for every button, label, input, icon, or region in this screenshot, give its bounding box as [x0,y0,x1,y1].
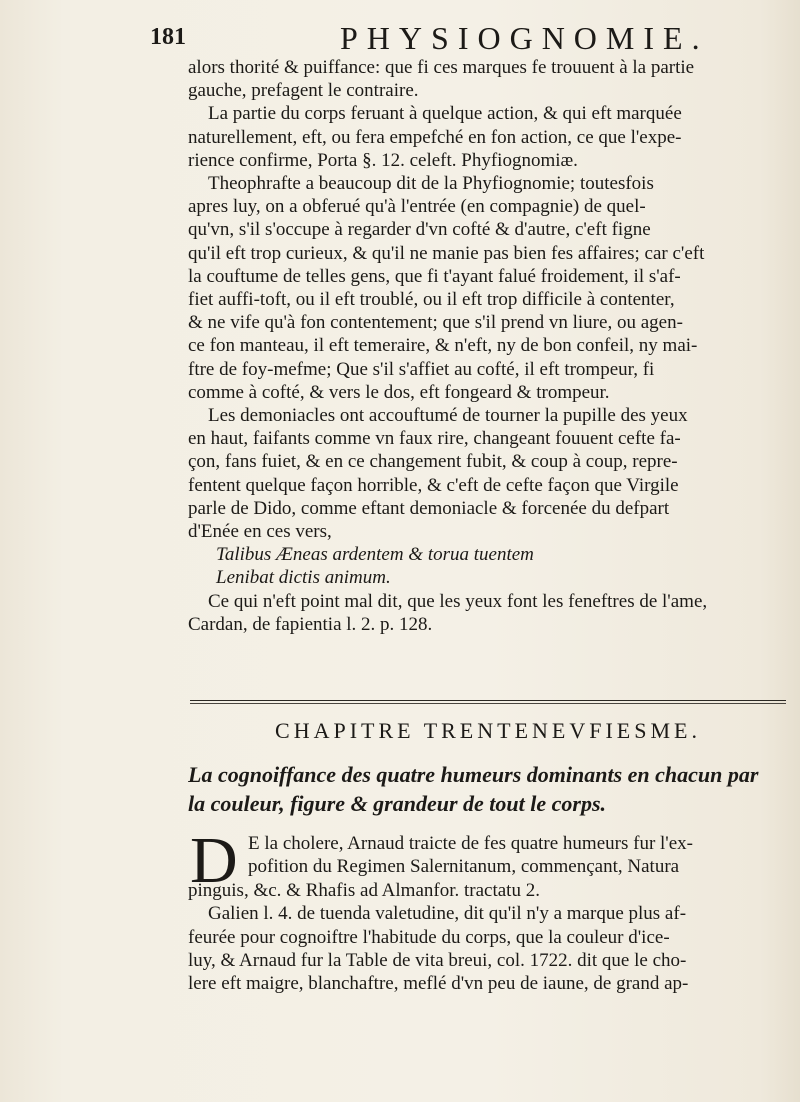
text-line: çon, fans fuiet, & en ce changement fubit, & coup à coup, repre- [188,451,678,473]
text-line: en haut, faifants comme vn faux rire, changeant fouuent cefte fa- [188,428,681,450]
chapter-title [188,760,788,818]
text-line: E la cholere, Arnaud traicte de fes quatre humeurs fur l'ex- [248,833,693,854]
text-line: alors thorité & puiffance: que fi ces marques fe trouuent à la partie [188,57,695,78]
text-line: qu'vn, s'il s'occupe à regarder d'vn cofté & d'autre, c'eft figne [188,219,651,241]
text-line: lere eft maigre, blanchaftre, meflé d'vn peu de iaune, de grand ap- [188,973,689,995]
text-line: luy, & Arnaud fur la Table de vita breui, col. 1722. dit que le cho- [188,950,687,972]
chapter-title-line: la couleur, figure & grandeur de tout le corps. [188,791,607,816]
text-line: gauche, prefagent le contraire. [188,80,419,102]
text-line: apres luy, on a obferué qu'à l'entrée (en compagnie) de quel- [188,196,646,218]
text-line: d'Enée en ces vers, [188,521,332,543]
running-head [150,18,770,54]
page-number: 181 [150,24,186,50]
chapter-title-line: La cognoiffance des quatre humeurs dominants en chacun par [188,762,759,787]
text-line: pinguis, &c. & Rhafis ad Almanfor. tractatu 2. [188,879,540,901]
text-line: parle de Dido, comme eftant demoniacle & forcenée du defpart [188,497,670,519]
text-line: Theophrafte a beaucoup dit de la Phyfiognomie; toutesfois [208,173,654,195]
text-line: Les demoniacles ont accouftumé de tourner la pupille des yeux [208,405,688,427]
verse-line: Talibus Æneas ardentem & torua tuentem [216,544,534,566]
text-line: la couftume de telles gens, que fi t'ayant falué froidement, il s'af- [188,265,681,287]
text-line: qu'il eft trop curieux, & qu'il ne manie pas bien fes affaires; car c'eft [188,242,705,264]
drop-capital: D [190,824,238,897]
chapter-body [188,824,788,996]
text-line: comme à cofté, & vers le dos, eft fongeard & trompeur. [188,381,610,403]
text-line: feurée pour cognoiftre l'habitude du corps, que la couleur d'ice- [188,926,670,948]
text-line: naturellement, eft, ou fera empefché en fon action, ce que l'expe- [188,126,682,148]
text-line: Cardan, de fapientia l. 2. p. 128. [188,613,433,635]
text-line: ce fon manteau, il eft temeraire, & n'eft, ny de bon confeil, ny mai- [188,335,698,357]
text-line: fentent quelque façon horrible, & c'eft de cefte façon que Virgile [188,474,679,496]
text-line: pofition du Regimen Salernitanum, commençant, Natura [248,856,680,878]
text-line: & ne vife qu'à fon contentement; que s'il prend vn liure, ou agen- [188,312,683,334]
text-line: Ce qui n'eft point mal dit, que les yeux font les feneftres de l'ame, [208,590,708,612]
text-line: rience confirme, Porta §. 12. celeft. Phyfiognomiæ. [188,149,578,171]
section-rule [190,700,786,701]
text-line: La partie du corps feruant à quelque action, & qui eft marquée [208,103,682,125]
text-line: ftre de foy-mefme; Que s'il s'affiet au cofté, il eft trompeur, fi [188,358,655,380]
running-title: PHYSIOGNOMIE. [340,20,709,56]
text-line: Galien l. 4. de tuenda valetudine, dit qu'il n'y a marque plus af- [208,903,687,925]
verse-line: Lenibat dictis animum. [216,567,391,589]
main-text [188,56,788,636]
chapter-heading: CHAPITRE TRENTENEVFIESME. [275,718,701,743]
text-line: fiet auffi-toft, ou il eft troublé, ou il eft trop difficile à contenter, [188,289,675,311]
